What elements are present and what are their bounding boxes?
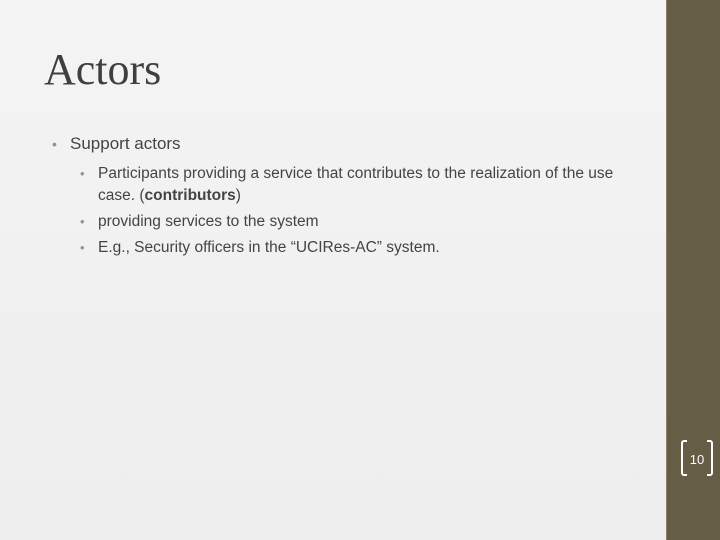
sub-bullet-text: E.g., Security officers in the “UCIRes-AC” system. bbox=[98, 239, 440, 256]
bold-term: contributors bbox=[144, 187, 236, 204]
list-item bbox=[78, 163, 652, 207]
list-item bbox=[52, 133, 652, 259]
page-number-badge bbox=[681, 440, 713, 478]
right-bracket-icon bbox=[707, 440, 713, 476]
slide-title: Actors bbox=[44, 45, 162, 94]
bullet-list bbox=[52, 133, 652, 263]
sub-bullet-list bbox=[70, 163, 652, 259]
page-number: 10 bbox=[689, 451, 705, 467]
list-item bbox=[78, 211, 652, 233]
list-item bbox=[78, 237, 652, 259]
sub-bullet-text: providing services to the system bbox=[98, 213, 319, 230]
bullet-text: Support actors bbox=[70, 134, 181, 153]
sub-bullet-text-suffix: ) bbox=[235, 187, 241, 204]
left-bracket-icon bbox=[681, 440, 687, 476]
sub-bullet-text: Participants providing a service that contributes to the realization of the use case. ( bbox=[98, 165, 614, 204]
